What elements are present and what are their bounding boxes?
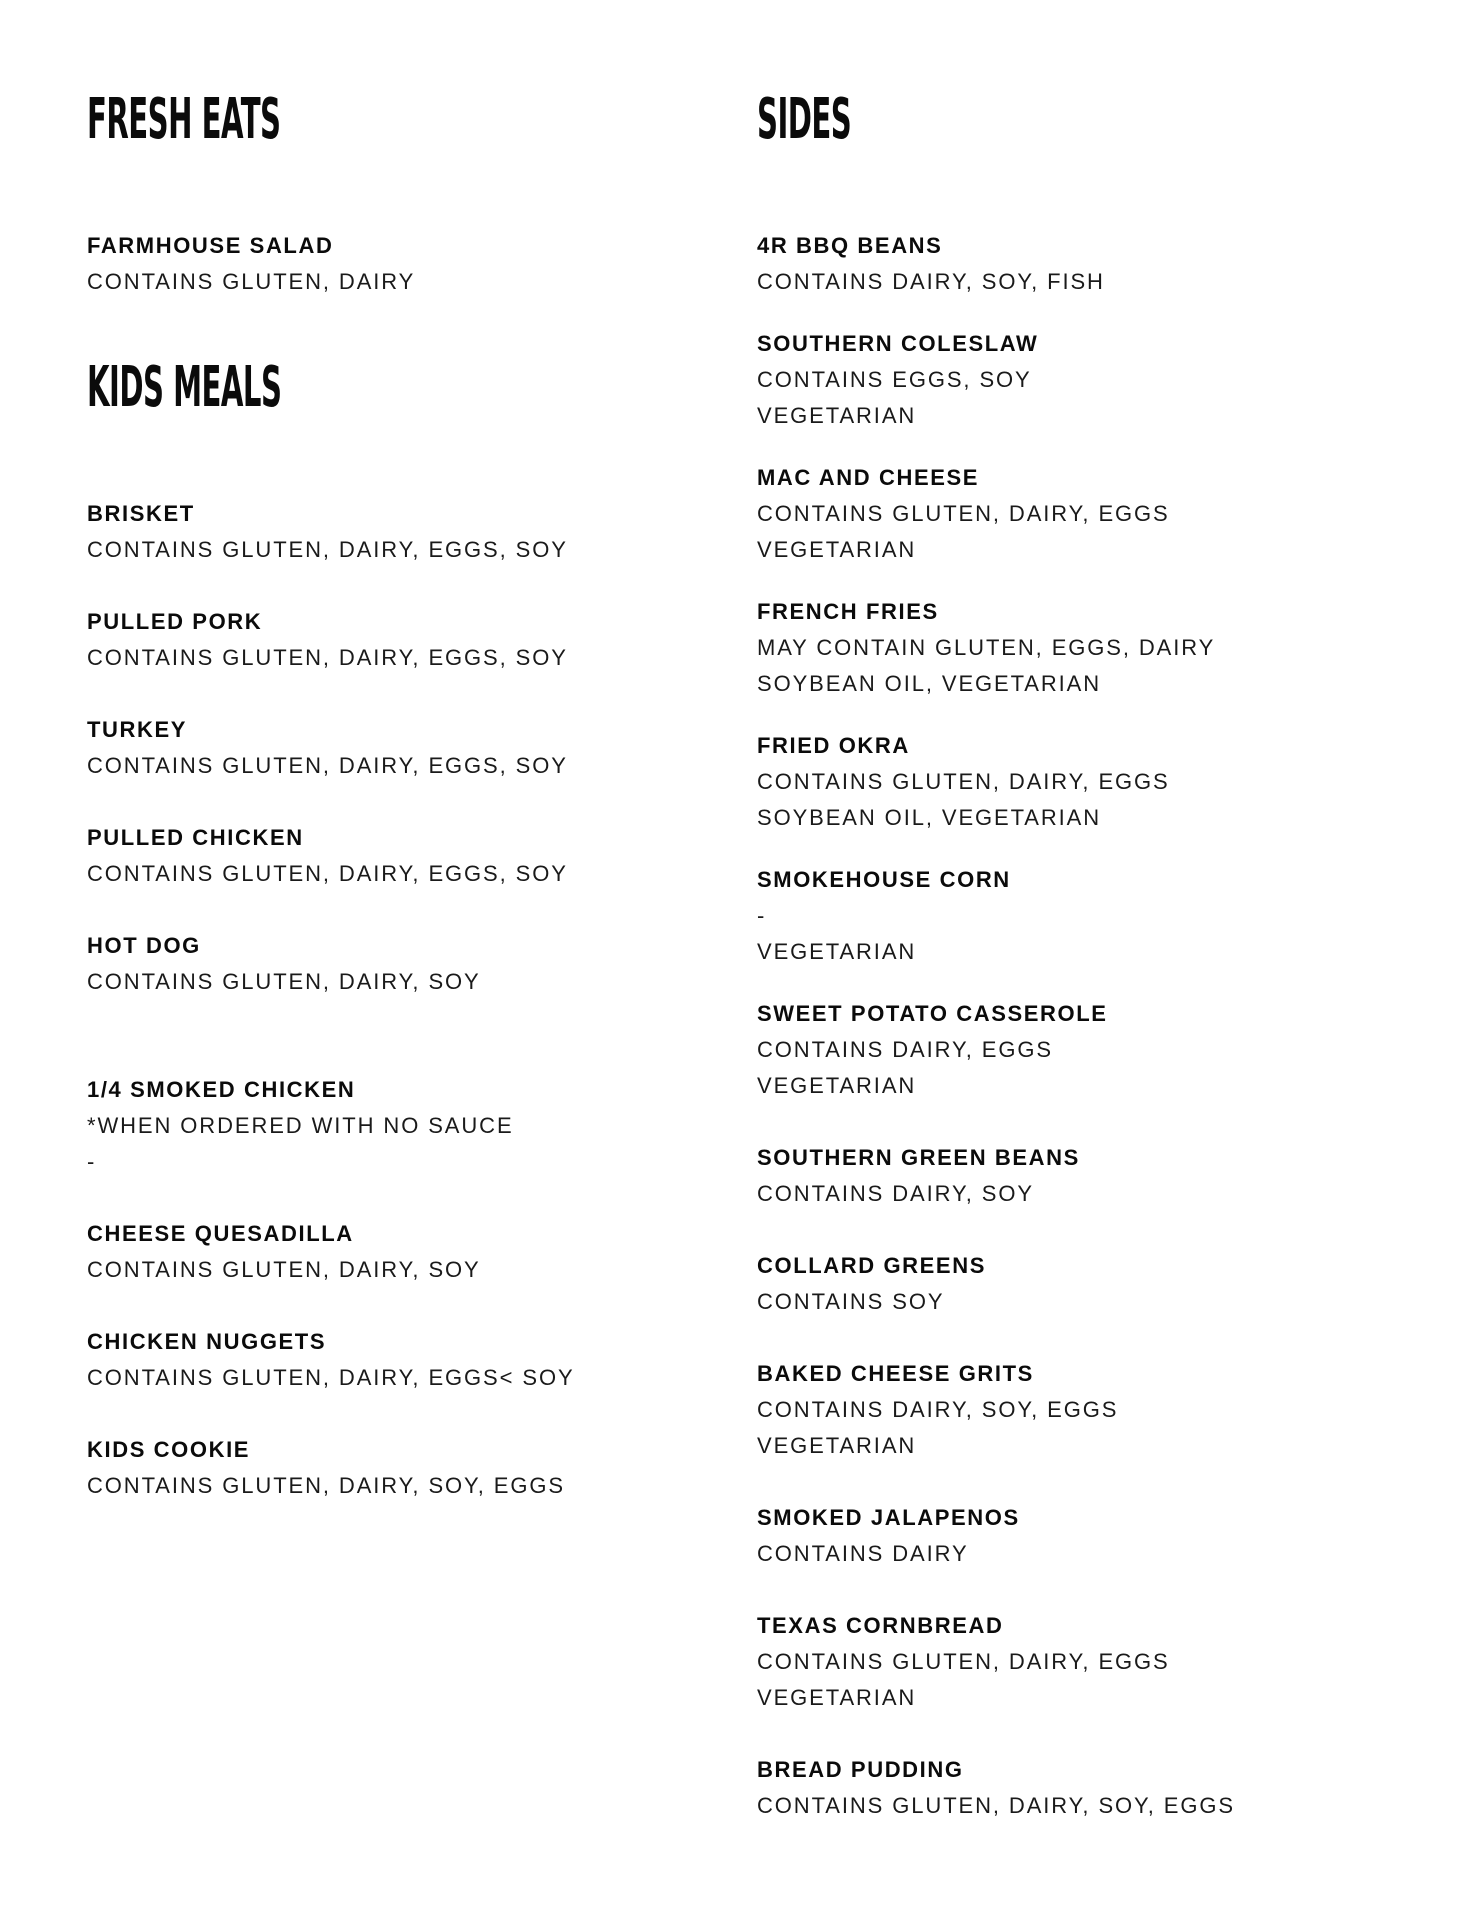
menu-item	[87, 496, 727, 568]
item-diet: VEGETARIAN	[757, 403, 917, 428]
menu-item	[757, 594, 1437, 702]
item-allergens: CONTAINS DAIRY, SOY, FISH	[757, 269, 1105, 294]
item-allergens: CONTAINS GLUTEN, DAIRY, EGGS	[757, 501, 1170, 526]
item-allergens: MAY CONTAIN GLUTEN, EGGS, DAIRY	[757, 635, 1216, 660]
item-allergens: CONTAINS GLUTEN, DAIRY, SOY	[87, 969, 481, 994]
item-allergens: CONTAINS DAIRY	[757, 1541, 969, 1566]
item-name: SMOKED JALAPENOS	[757, 1505, 1020, 1530]
menu-item	[757, 862, 1437, 970]
item-allergens: CONTAINS GLUTEN, DAIRY, SOY	[87, 1257, 481, 1282]
item-allergens: CONTAINS GLUTEN, DAIRY, EGGS, SOY	[87, 861, 568, 886]
item-name: 1/4 SMOKED CHICKEN	[87, 1077, 356, 1102]
item-name: FARMHOUSE SALAD	[87, 233, 334, 258]
item-diet: VEGETARIAN	[757, 1433, 917, 1458]
menu-item	[87, 228, 727, 300]
item-diet: VEGETARIAN	[757, 1685, 917, 1710]
item-name: CHICKEN NUGGETS	[87, 1329, 327, 1354]
item-name: COLLARD GREENS	[757, 1253, 986, 1278]
fresh-eats-heading: FRESH EATS	[87, 87, 281, 152]
menu-item	[757, 1608, 1437, 1716]
item-name: SOUTHERN GREEN BEANS	[757, 1145, 1080, 1170]
menu-item	[87, 820, 727, 892]
menu-item	[87, 1072, 727, 1180]
menu-item	[757, 996, 1437, 1104]
item-name: BRISKET	[87, 501, 195, 526]
item-allergens: CONTAINS GLUTEN, DAIRY, EGGS	[757, 769, 1170, 794]
item-name: MAC AND CHEESE	[757, 465, 980, 490]
menu-item	[757, 1140, 1437, 1212]
item-allergens: CONTAINS EGGS, SOY	[757, 367, 1032, 392]
menu-item	[757, 1356, 1437, 1464]
menu-item	[87, 712, 727, 784]
item-note: *WHEN ORDERED WITH NO SAUCE	[87, 1113, 514, 1138]
menu-item	[757, 1500, 1437, 1572]
item-allergens: CONTAINS GLUTEN, DAIRY, SOY, EGGS	[87, 1473, 565, 1498]
item-name: TEXAS CORNBREAD	[757, 1613, 1004, 1638]
item-name: TURKEY	[87, 717, 188, 742]
menu-item	[757, 228, 1437, 300]
item-diet: VEGETARIAN	[757, 1073, 917, 1098]
item-name: HOT DOG	[87, 933, 201, 958]
item-name: SWEET POTATO CASSEROLE	[757, 1001, 1108, 1026]
item-diet: SOYBEAN OIL, VEGETARIAN	[757, 671, 1102, 696]
item-allergens: CONTAINS GLUTEN, DAIRY, EGGS< SOY	[87, 1365, 575, 1390]
item-diet: VEGETARIAN	[757, 537, 917, 562]
item-allergens: CONTAINS GLUTEN, DAIRY, EGGS, SOY	[87, 753, 568, 778]
item-allergens: CONTAINS GLUTEN, DAIRY, EGGS, SOY	[87, 645, 568, 670]
menu-item	[757, 728, 1437, 836]
item-allergens: CONTAINS GLUTEN, DAIRY	[87, 269, 416, 294]
menu-item	[757, 1248, 1437, 1320]
menu-item	[87, 604, 727, 676]
item-allergens: CONTAINS GLUTEN, DAIRY, EGGS	[757, 1649, 1170, 1674]
item-allergens: CONTAINS DAIRY, SOY	[757, 1181, 1034, 1206]
menu-item	[87, 1432, 727, 1504]
item-name: 4R BBQ BEANS	[757, 233, 943, 258]
item-allergens: CONTAINS SOY	[757, 1289, 945, 1314]
item-allergens: CONTAINS DAIRY, SOY, EGGS	[757, 1397, 1119, 1422]
sides-heading: SIDES	[757, 87, 852, 152]
item-name: FRIED OKRA	[757, 733, 910, 758]
item-allergens: CONTAINS GLUTEN, DAIRY, SOY, EGGS	[757, 1793, 1235, 1818]
item-diet: VEGETARIAN	[757, 939, 917, 964]
menu-item	[757, 1752, 1437, 1824]
item-allergens: CONTAINS DAIRY, EGGS	[757, 1037, 1053, 1062]
item-name: KIDS COOKIE	[87, 1437, 251, 1462]
kids-meals-heading: KIDS MEALS	[87, 355, 282, 420]
menu-item	[757, 460, 1437, 568]
item-allergens: -	[757, 903, 767, 928]
item-name: SOUTHERN COLESLAW	[757, 331, 1039, 356]
item-name: BAKED CHEESE GRITS	[757, 1361, 1034, 1386]
item-allergens: -	[87, 1149, 97, 1174]
item-name: FRENCH FRIES	[757, 599, 939, 624]
menu-item	[87, 1324, 727, 1396]
item-name: CHEESE QUESADILLA	[87, 1221, 354, 1246]
menu-item	[87, 928, 727, 1000]
menu-item	[87, 1216, 727, 1288]
item-name: SMOKEHOUSE CORN	[757, 867, 1011, 892]
item-name: BREAD PUDDING	[757, 1757, 964, 1782]
item-allergens: CONTAINS GLUTEN, DAIRY, EGGS, SOY	[87, 537, 568, 562]
item-name: PULLED PORK	[87, 609, 263, 634]
item-name: PULLED CHICKEN	[87, 825, 304, 850]
menu-item	[757, 326, 1437, 434]
item-diet: SOYBEAN OIL, VEGETARIAN	[757, 805, 1102, 830]
